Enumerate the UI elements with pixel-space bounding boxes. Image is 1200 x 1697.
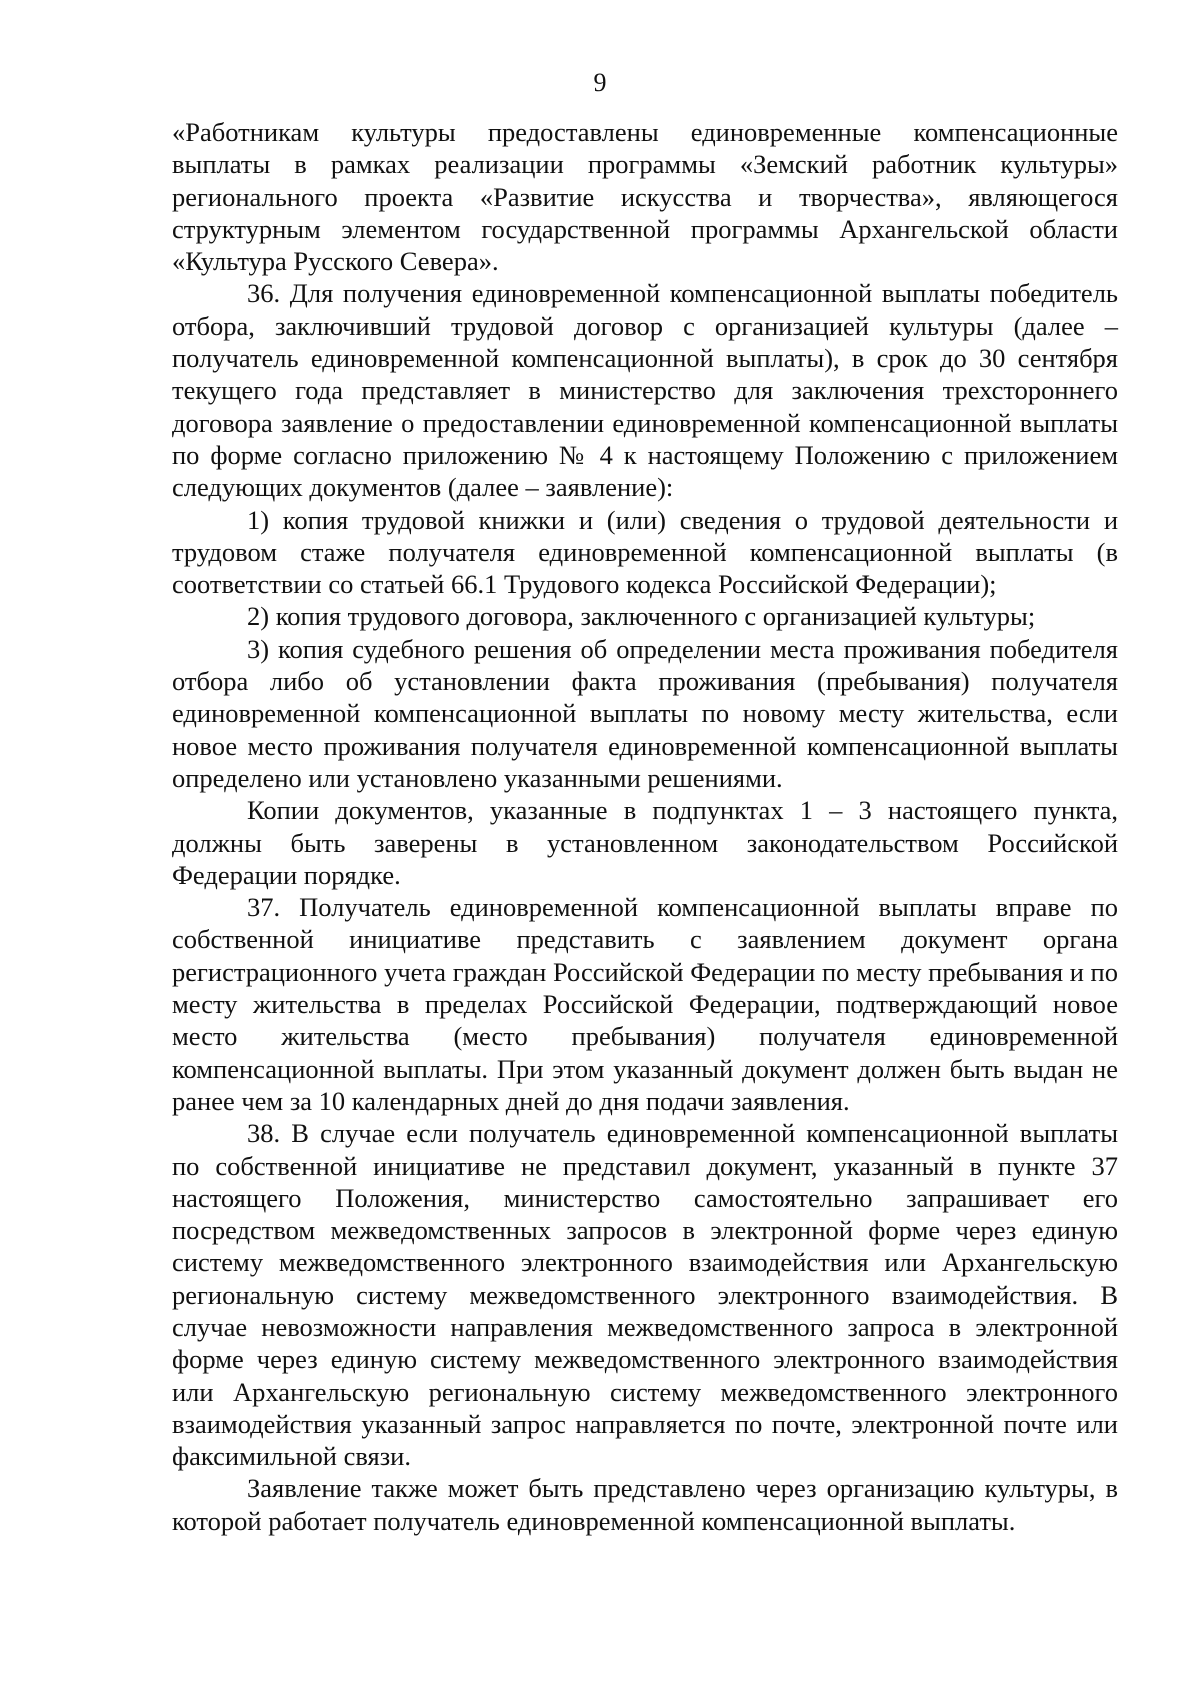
paragraph-application-note: Заявление также может быть представлено через организацию культуры, в которой работает получатель единовременной компенсационной выплаты. <box>172 1473 1118 1536</box>
document-body <box>172 116 1118 1537</box>
paragraph-item-37: 37. Получатель единовременной компенсационной выплаты вправе по собственной инициативе представить с заявлением документ органа регистрационного учета граждан Российской Федерации по месту пребывания и по месту жительства в пределах Российской Федерации, подтверждающий новое место жительства (место пребывания) получателя единовременной компенсационной выплаты. При этом указанный документ должен быть выдан не ранее чем за 10 календарных дней до дня подачи заявления. <box>172 892 1118 1116</box>
paragraph-item-36: 36. Для получения единовременной компенсационной выплаты победитель отбора, заключивший трудовой договор с организацией культуры (далее – получатель единовременной компенсационной выплаты), в срок до 30 сентября текущего года представляет в министерство для заключения трехстороннего договора заявление о предоставлении единовременной компенсационной выплаты по форме согласно приложению № 4 к настоящему Положению с приложением следующих документов (далее – заявление): <box>172 278 1118 503</box>
paragraph-item-38: 38. В случае если получатель единовременной компенсационной выплаты по собственной инициативе не представил документ, указанный в пункте 37 настоящего Положения, министерство самостоятельно запрашивает его посредством межведомственных запросов в электронной форме через единую систему межведомственного электронного взаимодействия или Архангельскую региональную систему межведомственного электронного взаимодействия. В случае невозможности направления межведомственного запроса в электронной форме через единую систему межведомственного электронного взаимодействия или Архангельскую региональную систему межведомственного электронного взаимодействия указанный запрос направляется по почте, электронной почте или факсимильной связи. <box>172 1118 1118 1472</box>
paragraph-intro-quote: «Работникам культуры предоставлены единовременные компенсационные выплаты в рамках реализации программы «Земский работник культуры» регионального проекта «Развитие искусства и творчества», являющегося структурным элементом государственной программы Архангельской области «Культура Русского Севера». <box>172 117 1118 277</box>
paragraph-subitem-2: 2) копия трудового договора, заключенного с организацией культуры; <box>247 601 1036 632</box>
paragraph-copies-note: Копии документов, указанные в подпунктах 1 – 3 настоящего пункта, должны быть заверены в установленном законодательством Российской Федерации порядке. <box>172 795 1118 890</box>
paragraph-subitem-3: 3) копия судебного решения об определении места проживания победителя отбора либо об установлении факта проживания (пребывания) получателя единовременной компенсационной выплаты по новому месту жительства, если новое место проживания получателя единовременной компенсационной выплаты определено или установлено указанными решениями. <box>172 633 1118 793</box>
page-number: 9 <box>593 68 607 97</box>
paragraph-subitem-1: 1) копия трудовой книжки и (или) сведения о трудовой деятельности и трудовом стаже получателя единовременной компенсационной выплаты (в соответствии со статьей 66.1 Трудового кодекса Российской Федерации); <box>172 504 1118 600</box>
